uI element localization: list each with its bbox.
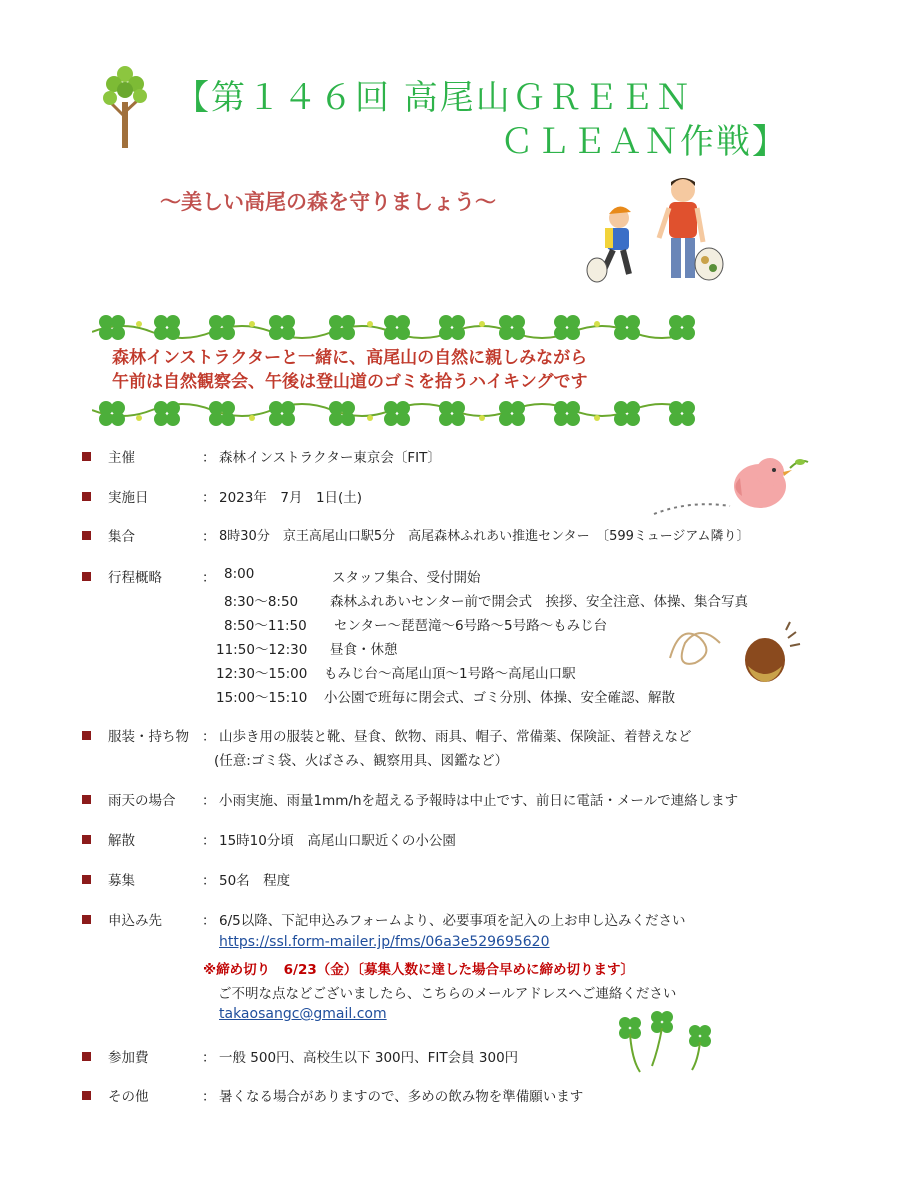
schedule-desc: スタッフ集合、受付開始: [332, 570, 481, 586]
bullet-icon: [82, 731, 91, 740]
schedule-time: 8:00: [224, 566, 255, 582]
bullet-icon: [82, 1091, 91, 1100]
belongings-optional: (任意:ゴミ袋、火ばさみ、観察用具、図鑑など）: [214, 753, 509, 769]
deadline-note: ※締め切り 6/23（金）〔募集人数に達した場合早めに締め切ります〕: [203, 962, 634, 978]
bullet-icon: [82, 875, 91, 884]
apply-form-link[interactable]: https://ssl.form-mailer.jp/fms/06a3e529695620: [219, 934, 550, 950]
belongings-row: 服装・持ち物 ： 山歩き用の服装と靴、昼食、飲物、雨具、帽子、常備薬、保険証、着替えなど: [82, 725, 882, 749]
bullet-icon: [82, 572, 91, 581]
date-label: 実施日: [108, 490, 149, 506]
rain-label: 雨天の場合: [108, 793, 176, 809]
hikers-illustration: [585, 172, 725, 292]
belongings-label: 服装・持ち物: [108, 729, 189, 745]
organizer-label: 主催: [108, 450, 135, 466]
contact-email-link[interactable]: takaosangc@gmail.com: [219, 1006, 387, 1022]
tree-icon: [100, 62, 150, 150]
fee-label: 参加費: [108, 1050, 149, 1066]
other-value: 暑くなる場合がありますので、多めの飲み物を準備願います: [219, 1089, 584, 1105]
contact-note: ご不明な点などございましたら、こちらのメールアドレスへご連絡ください: [218, 986, 677, 1002]
schedule-desc: もみじ台～高尾山頂～1号路～高尾山口駅: [324, 666, 576, 682]
bullet-icon: [82, 492, 91, 501]
schedule-desc: 小公園で班毎に閉会式、ゴミ分別、体操、安全確認、解散: [324, 690, 675, 706]
schedule-time: 12:30～15:00: [216, 666, 308, 682]
date-value: 2023年 7月 1日(土): [219, 490, 363, 506]
meeting-value: 8時30分 京王高尾山口駅5分 高尾森林ふれあい推進センター 〔599ミュージアム隣り〕: [219, 529, 750, 544]
schedule-time: 11:50～12:30: [216, 642, 308, 658]
other-label: その他: [108, 1089, 149, 1105]
intro-line1: 森林インストラクターと一緒に、高尾山の自然に親しみながら: [112, 348, 588, 368]
bullet-icon: [82, 915, 91, 924]
schedule-desc: センター～琵琶滝～6号路～5号路～もみじ台: [334, 618, 608, 634]
schedule-desc: 昼食・休憩: [330, 642, 398, 658]
schedule-desc: 森林ふれあいセンター前で開会式 挨拶、安全注意、体操、集合写真: [330, 594, 748, 610]
bullet-icon: [82, 835, 91, 844]
dismissal-row: 解散 ： 15時10分頃 高尾山口駅近くの小公園: [82, 829, 882, 853]
apply-row: 申込み先 ： 6/5以降、下記申込みフォームより、必要事項を記入の上お申し込みください: [82, 909, 882, 933]
recruit-value: 50名 程度: [219, 873, 291, 889]
schedule-time: 8:50～11:50: [224, 618, 307, 634]
bullet-icon: [82, 531, 91, 540]
schedule-time: 8:30～8:50: [224, 594, 299, 610]
clover-border-top-icon: [92, 310, 702, 344]
schedule-row: 行程概略 ：: [82, 566, 882, 590]
other-row: その他 ： 暑くなる場合がありますので、多めの飲み物を準備願います: [82, 1085, 882, 1109]
bullet-icon: [82, 452, 91, 461]
intro-line2: 午前は自然観察会、午後は登山道のゴミを拾うハイキングです: [112, 372, 588, 392]
fee-value: 一般 500円、高校生以下 300円、FIT会員 300円: [219, 1050, 519, 1066]
apply-value: 6/5以降、下記申込みフォームより、必要事項を記入の上お申し込みください: [219, 913, 686, 929]
clover-border-bottom-icon: [92, 396, 702, 430]
recruit-label: 募集: [108, 873, 135, 889]
organizer-value: 森林インストラクター東京会〔FIT〕: [219, 450, 441, 466]
page-title-line2: ＣＬＥＡＮ作戦】: [500, 122, 788, 162]
recruit-row: 募集 ： 50名 程度: [82, 869, 882, 893]
rain-row: 雨天の場合 ： 小雨実施、雨量1mm/hを超える予報時は中止です、前日に電話・メールで連絡します: [82, 789, 882, 813]
dismissal-value: 15時10分頃 高尾山口駅近くの小公園: [219, 833, 456, 849]
meeting-label: 集合: [108, 529, 135, 545]
bullet-icon: [82, 795, 91, 804]
dismissal-label: 解散: [108, 833, 135, 849]
subtitle: ～美しい高尾の森を守りましょう～: [160, 190, 496, 214]
fee-row: 参加費 ： 一般 500円、高校生以下 300円、FIT会員 300円: [82, 1046, 882, 1070]
apply-label: 申込み先: [108, 913, 162, 929]
rain-value: 小雨実施、雨量1mm/hを超える予報時は中止です、前日に電話・メールで連絡します: [219, 793, 739, 809]
schedule-label: 行程概略: [108, 570, 162, 586]
bullet-icon: [82, 1052, 91, 1061]
page-title-line1: 【第１４６回 高尾山ＧＲＥＥＮ: [175, 78, 692, 118]
belongings-value: 山歩き用の服装と靴、昼食、飲物、雨具、帽子、常備薬、保険証、着替えなど: [219, 729, 692, 745]
meeting-row: 集合 ： 8時30分 京王高尾山口駅5分 高尾森林ふれあい推進センター 〔599ミュージアム隣り〕: [82, 525, 882, 549]
date-row: 実施日 ： 2023年 7月 1日(土): [82, 486, 882, 510]
chestnut-icon: [660, 618, 810, 688]
schedule-time: 15:00～15:10: [216, 690, 308, 706]
organizer-row: 主催 ： 森林インストラクター東京会〔FIT〕: [82, 446, 882, 470]
